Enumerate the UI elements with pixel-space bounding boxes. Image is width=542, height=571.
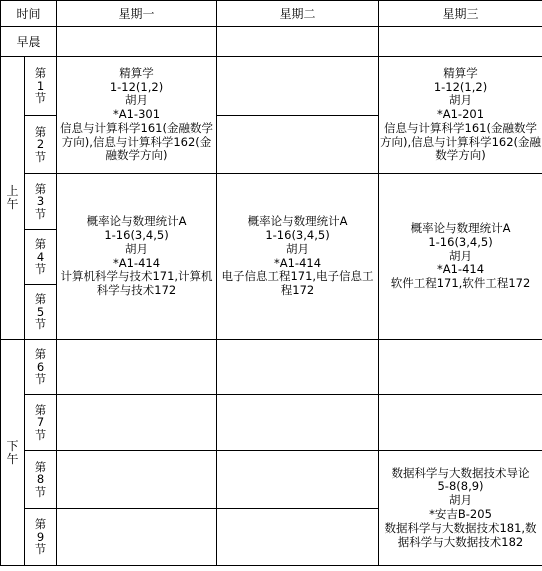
course-teacher: 胡月 xyxy=(449,248,473,263)
course-cell-tue-p345[interactable] xyxy=(217,174,379,340)
period-2-char-1: 第 xyxy=(34,124,47,139)
course-teacher: 胡月 xyxy=(286,241,310,256)
period-8-char-1: 第 xyxy=(34,459,47,474)
tue-p8-cell[interactable] xyxy=(217,451,379,509)
course-cell-mon-p12[interactable] xyxy=(57,57,217,174)
wed-p7-cell[interactable] xyxy=(379,395,542,451)
afternoon-char-1: 下 xyxy=(6,438,19,453)
course-classes: 信息与计算科学161(金融数学方向),信息与计算科学162(金融数学方向) xyxy=(379,120,542,163)
course-cell-wed-p345[interactable] xyxy=(379,174,542,340)
period-3-char-3: 节 xyxy=(34,206,47,221)
period-4-number: 4 xyxy=(36,249,45,264)
header-monday: 星期一 xyxy=(57,1,217,27)
period-label-7 xyxy=(25,395,57,451)
course-teacher: 胡月 xyxy=(449,493,473,508)
mon-p7-cell[interactable] xyxy=(57,395,217,451)
period-row-6 xyxy=(1,340,542,395)
mon-early-cell[interactable] xyxy=(57,27,217,57)
period-9-char-3: 节 xyxy=(34,542,47,557)
period-label-8 xyxy=(25,451,57,509)
morning-label xyxy=(1,57,25,340)
period-1-char-1: 第 xyxy=(34,66,47,81)
course-name: 精算学 xyxy=(119,65,154,80)
course-classes: 电子信息工程171,电子信息工程172 xyxy=(221,269,374,298)
course-name: 概率论与数理统计A xyxy=(247,214,348,229)
course-classes: 软件工程171,软件工程172 xyxy=(390,276,531,291)
period-label-2 xyxy=(25,116,57,174)
period-8-char-3: 节 xyxy=(34,484,47,499)
tue-p9-cell[interactable] xyxy=(217,509,379,566)
wed-p6-cell[interactable] xyxy=(379,340,542,395)
period-6-number: 6 xyxy=(36,359,45,374)
tue-p2-cell[interactable] xyxy=(217,116,379,174)
header-row xyxy=(1,1,542,27)
tue-p6-cell[interactable] xyxy=(217,340,379,395)
period-2-number: 2 xyxy=(36,137,45,152)
period-label-5 xyxy=(25,285,57,340)
course-room: *A1-414 xyxy=(436,262,485,277)
period-7-number: 7 xyxy=(36,415,45,430)
course-room: *A1-301 xyxy=(112,107,161,122)
early-label: 早晨 xyxy=(1,27,57,57)
period-4-char-1: 第 xyxy=(34,237,47,252)
course-name: 概率论与数理统计A xyxy=(410,221,511,235)
tue-p1-cell[interactable] xyxy=(217,57,379,116)
course-weeks: 1-16(3,4,5) xyxy=(104,227,169,242)
period-label-9 xyxy=(25,509,57,566)
period-label-6 xyxy=(25,340,57,395)
early-row xyxy=(1,27,542,57)
period-label-4 xyxy=(25,230,57,285)
period-4-char-3: 节 xyxy=(34,262,47,277)
tue-p7-cell[interactable] xyxy=(217,395,379,451)
wed-early-cell[interactable] xyxy=(379,27,542,57)
header-tuesday: 星期二 xyxy=(217,1,379,27)
period-row-1 xyxy=(1,57,542,116)
period-2-char-3: 节 xyxy=(34,149,47,164)
course-cell-mon-p345[interactable] xyxy=(57,174,217,340)
afternoon-label xyxy=(1,340,25,566)
period-6-char-3: 节 xyxy=(34,372,47,387)
header-time: 时间 xyxy=(1,1,57,27)
course-room: *安吉B-205 xyxy=(429,507,492,521)
course-weeks: 1-16(3,4,5) xyxy=(265,227,330,242)
course-teacher: 胡月 xyxy=(125,241,149,256)
mon-p9-cell[interactable] xyxy=(57,509,217,566)
course-room: *A1-201 xyxy=(436,107,485,122)
course-cell-wed-p12[interactable] xyxy=(379,57,542,174)
course-room: *A1-414 xyxy=(112,255,161,270)
course-teacher: 胡月 xyxy=(449,93,473,108)
mon-p6-cell[interactable] xyxy=(57,340,217,395)
period-label-3 xyxy=(25,174,57,230)
course-weeks: 5-8(8,9) xyxy=(437,479,484,494)
course-name: 精算学 xyxy=(443,65,478,80)
period-1-char-3: 节 xyxy=(34,91,47,106)
period-6-char-1: 第 xyxy=(34,347,47,362)
morning-char-2: 午 xyxy=(6,197,19,211)
course-classes: 数据科学与大数据技术181,数据科学与大数据技术182 xyxy=(384,520,537,549)
period-9-char-1: 第 xyxy=(34,517,47,532)
period-label-1 xyxy=(25,57,57,116)
period-5-number: 5 xyxy=(36,304,45,319)
tue-early-cell[interactable] xyxy=(217,27,379,57)
course-room: *A1-414 xyxy=(273,255,322,270)
period-8-number: 8 xyxy=(36,472,45,487)
period-7-char-1: 第 xyxy=(34,402,47,417)
course-name: 概率论与数理统计A xyxy=(86,214,187,229)
period-5-char-1: 第 xyxy=(34,292,47,307)
period-3-number: 3 xyxy=(36,194,45,209)
course-cell-wed-p89[interactable] xyxy=(379,451,542,566)
period-5-char-3: 节 xyxy=(34,317,47,332)
course-weeks: 1-12(1,2) xyxy=(433,79,488,94)
period-row-7 xyxy=(1,395,542,451)
period-1-number: 1 xyxy=(36,78,45,93)
period-7-char-3: 节 xyxy=(34,427,47,442)
afternoon-char-2: 午 xyxy=(6,451,19,466)
mon-p8-cell[interactable] xyxy=(57,451,217,509)
course-classes: 信息与计算科学161(金融数学方向),信息与计算科学162(金融数学方向) xyxy=(60,120,213,163)
course-weeks: 1-12(1,2) xyxy=(109,79,164,94)
course-weeks: 1-16(3,4,5) xyxy=(428,234,493,249)
course-teacher: 胡月 xyxy=(125,93,149,108)
period-row-3 xyxy=(1,174,542,230)
period-9-number: 9 xyxy=(36,529,45,544)
course-classes: 计算机科学与技术171,计算机科学与技术172 xyxy=(60,269,213,298)
header-wednesday: 星期三 xyxy=(379,1,542,27)
period-3-char-1: 第 xyxy=(34,181,47,196)
morning-char-1: 上 xyxy=(6,184,19,199)
course-name: 数据科学与大数据技术导论 xyxy=(391,465,530,480)
period-row-8 xyxy=(1,451,542,509)
